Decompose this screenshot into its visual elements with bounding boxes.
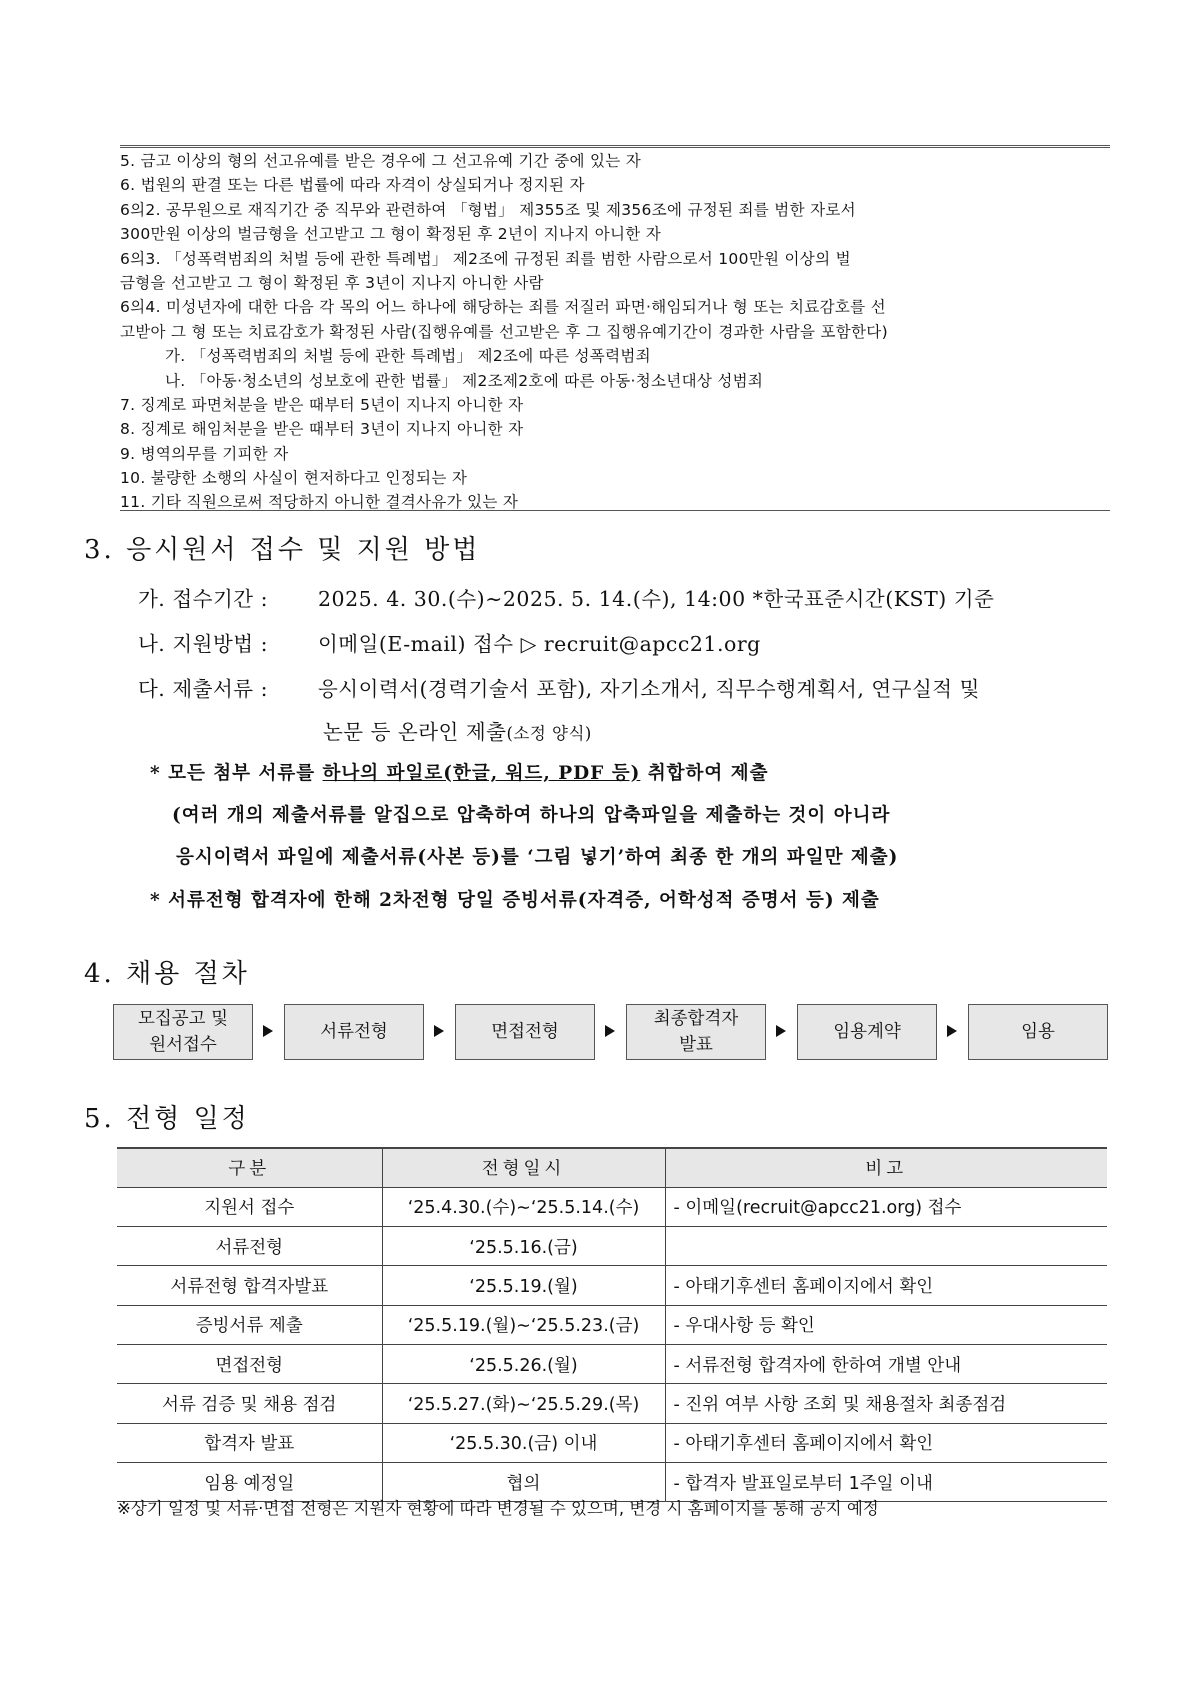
flow-step-label: 발표 (679, 1035, 713, 1055)
disqualification-list (120, 145, 1110, 511)
column-header: 비고 (665, 1148, 1107, 1187)
submission-note-1-line2: (여러 개의 제출서류를 알집으로 압축하여 하나의 압축파일을 제출하는 것이 아니라 (172, 805, 891, 826)
submission-note-1-line3: 응시이력서 파일에 제출서류(사본 등)를 ‘그림 넣기’하여 최종 한 개의 파일만 제출) (176, 847, 899, 868)
table-row (117, 1423, 1107, 1462)
method-label: 나. 지원방법 : (138, 632, 268, 656)
table-cell: 임용 예정일 (117, 1462, 382, 1501)
table-cell: - 아태기후센터 홈페이지에서 확인 (665, 1266, 1107, 1305)
list-item: 6. 법원의 판결 또는 다른 법률에 따라 자격이 상실되거나 정지된 자 (120, 176, 585, 195)
section-5-title: 5. 전형 일정 (84, 1104, 250, 1134)
list-item: 11. 기타 직원으로써 적당하지 아니한 결격사유가 있는 자 (120, 493, 519, 512)
list-item: 6의2. 공무원으로 재직기간 중 직무와 관련하여 「형법」 제355조 및 제356조에 규정된 죄를 범한 자로서 (120, 200, 856, 219)
table-cell: 서류 검증 및 채용 점검 (117, 1384, 382, 1423)
arrow-right-icon (263, 1025, 273, 1037)
docs-label: 다. 제출서류 : (138, 677, 268, 701)
table-cell: 지원서 접수 (117, 1187, 382, 1226)
method-value: 이메일(E-mail) 접수 ▷ recruit@apcc21.org (318, 632, 761, 656)
table-cell: 협의 (382, 1462, 665, 1501)
flow-step-label: 면접전형 (491, 1022, 559, 1042)
flow-step-label: 모집공고 및 (137, 1009, 229, 1029)
table-cell: - 서류전형 합격자에 한하여 개별 안내 (665, 1344, 1107, 1383)
list-item: 300만원 이상의 벌금형을 선고받고 그 형이 확정된 후 2년이 지나지 아니한 자 (120, 225, 662, 244)
table-cell: 합격자 발표 (117, 1423, 382, 1462)
note-prefix: * 모든 첨부 서류를 (150, 763, 323, 784)
flow-step (626, 1004, 766, 1060)
table-row (117, 1187, 1107, 1226)
table-cell: 서류전형 합격자발표 (117, 1266, 382, 1305)
period-label: 가. 접수기간 : (138, 587, 268, 611)
section-4-title: 4. 채용 절차 (84, 959, 250, 989)
arrow-right-icon (947, 1025, 957, 1037)
list-item: 가. 「성폭력범죄의 처벌 등에 관한 특례법」 제2조에 따른 성폭력범죄 (165, 347, 651, 366)
table-cell: 증빙서류 제출 (117, 1305, 382, 1344)
table-cell: - 우대사항 등 확인 (665, 1305, 1107, 1344)
flow-step (113, 1004, 253, 1060)
list-item: 5. 금고 이상의 형의 선고유예를 받은 경우에 그 선고유예 기간 중에 있는 자 (120, 152, 642, 170)
table-row (117, 1227, 1107, 1266)
column-header: 구분 (117, 1148, 382, 1187)
table-row (117, 1344, 1107, 1383)
docs-value-line1: 응시이력서(경력기술서 포함), 자기소개서, 직무수행계획서, 연구실적 및 (318, 677, 980, 701)
flow-step-label: 임용계약 (833, 1022, 901, 1042)
arrow-right-icon (776, 1025, 786, 1037)
arrow-right-icon (434, 1025, 444, 1037)
table-cell: ‘25.5.30.(금) 이내 (382, 1423, 665, 1462)
flow-step (455, 1004, 595, 1060)
submission-note-2: * 서류전형 합격자에 한해 2차전형 당일 증빙서류(자격증, 어학성적 증명서 등) 제출 (150, 890, 880, 911)
table-cell: - 이메일(recruit@apcc21.org) 접수 (665, 1187, 1107, 1226)
note-underline: 하나의 파일로(한글, 워드, PDF 등) (322, 763, 641, 784)
docs-value-line2 (323, 715, 592, 745)
flow-step-label: 최종합격자 (653, 1009, 739, 1029)
table-cell: ‘25.5.26.(월) (382, 1344, 665, 1383)
flow-step (797, 1004, 937, 1060)
list-item: 금형을 선고받고 그 형이 확정된 후 3년이 지나지 아니한 사람 (120, 273, 544, 292)
column-header: 전형일시 (382, 1148, 665, 1187)
note-suffix: 취합하여 제출 (640, 763, 769, 784)
list-item: 나. 「아동·청소년의 성보호에 관한 법률」 제2조제2호에 따른 아동·청소년대상 성범죄 (165, 371, 764, 390)
list-item: 8. 징계로 해임처분을 받은 때부터 3년이 지나지 아니한 자 (120, 420, 524, 439)
flow-step-label: 임용 (1021, 1022, 1055, 1042)
table-row (117, 1384, 1107, 1423)
period-value: 2025. 4. 30.(수)∼2025. 5. 14.(수), 14:00 *한국표준시간(KST) 기준 (318, 587, 995, 611)
list-item: 6의4. 미성년자에 대한 다음 각 목의 어느 하나에 해당하는 죄를 저질러 파면·해임되거나 형 또는 치료감호를 선 (120, 298, 886, 317)
submission-note-1 (150, 759, 768, 785)
table-cell: 면접전형 (117, 1344, 382, 1383)
table-cell: ‘25.4.30.(수)∼‘25.5.14.(수) (382, 1187, 665, 1226)
list-item: 10. 불량한 소행의 사실이 현저하다고 인정되는 자 (120, 469, 468, 488)
table-cell: ‘25.5.19.(월)∼‘25.5.23.(금) (382, 1305, 665, 1344)
table-cell: - 합격자 발표일로부터 1주일 이내 (665, 1462, 1107, 1501)
docs-value-note: (소정 양식) (506, 724, 592, 743)
table-row (117, 1266, 1107, 1305)
flow-step (968, 1004, 1108, 1060)
table-cell: - 진위 여부 사항 조회 및 채용절차 최종점검 (665, 1384, 1107, 1423)
flow-step-label: 서류전형 (320, 1022, 388, 1042)
list-item: 고받아 그 형 또는 치료감호가 확정된 사람(집행유예를 선고받은 후 그 집행유예기간이 경과한 사람을 포함한다) (120, 322, 888, 341)
list-item: 9. 병역의무를 기피한 자 (120, 444, 289, 463)
section-3-title: 3. 응시원서 접수 및 지원 방법 (84, 535, 481, 565)
docs-value-text: 논문 등 온라인 제출 (323, 720, 507, 744)
table-row (117, 1305, 1107, 1344)
schedule-footnote: ※상기 일정 및 서류·면접 전형은 지원자 현황에 따라 변경될 수 있으며, 변경 시 홈페이지를 통해 공지 예정 (117, 1499, 879, 1518)
table-cell: ‘25.5.27.(화)∼‘25.5.29.(목) (382, 1384, 665, 1423)
list-item: 7. 징계로 파면처분을 받은 때부터 5년이 지나지 아니한 자 (120, 395, 524, 414)
schedule-table (117, 1147, 1107, 1502)
table-cell: - 아태기후센터 홈페이지에서 확인 (665, 1423, 1107, 1462)
arrow-right-icon (605, 1025, 615, 1037)
process-flow (113, 1004, 1110, 1060)
table-cell: ‘25.5.19.(월) (382, 1266, 665, 1305)
table-cell: ‘25.5.16.(금) (382, 1227, 665, 1266)
table-cell: 서류전형 (117, 1227, 382, 1266)
table-cell (665, 1227, 1107, 1266)
list-item: 6의3. 「성폭력범죄의 처벌 등에 관한 특례법」 제2조에 규정된 죄를 범한 사람으로서 100만원 이상의 벌 (120, 249, 851, 268)
flow-step (284, 1004, 424, 1060)
flow-step-label: 원서접수 (149, 1035, 217, 1055)
table-header-row (117, 1148, 1107, 1187)
